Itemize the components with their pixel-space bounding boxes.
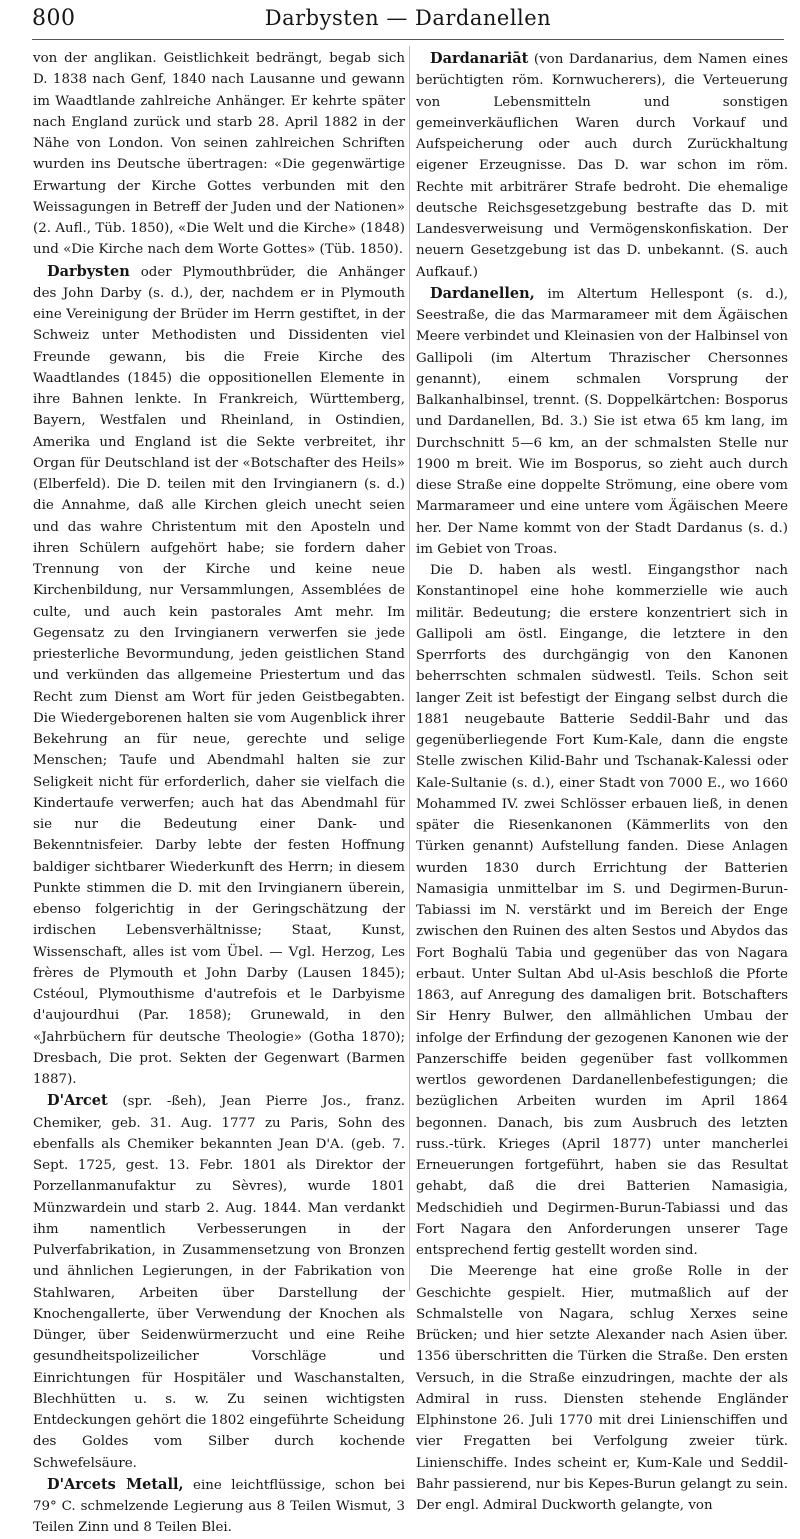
right-column <box>416 48 788 1513</box>
entry-text: oder Plymouthbrüder, die Anhänger des John Darby (s. d.), der, nachdem er in Plymouth eine Vereinigung der Brüder im Herrn gestiftet, in der Schweiz unter Methodisten und Dissidenten viel Freunde gewann, bis die Freie Kirche des Waadtlandes (1845) die oppositionellen Elemente in ihre Bahnen lenkte. In Frankreich, Württemberg, Bayern, Westfalen und Rheinland, in Ostindien, Amerika und England ist die Sekte verbreitet, ihr Organ für Deutschland ist der «Botschafter des Heils» (Elberfeld). Die D. teilen mit den Irvingianern (s. d.) die Annahme, daß alle Kirchen gleich unecht seien und das wahre Christentum mit den Aposteln und ihren Schülern aufgehört habe; sie fordern daher Trennung von der Kirche und keine neue Kirchenbildung, nur Versammlungen, Assemblées de culte, und auch kein pastorales Amt mehr. Im Gegensatz zu den Irvingianern verwerfen sie jede priesterliche Bevormundung, jeden geistlichen Stand und verkünden das allgemeine Priestertum und das Recht zum Dienst am Wort für jeden Geistbegabten. Die Wiedergeborenen halten sie vom Augenblick ihrer Bekehrung an für neue, gerechte und selige Menschen; Taufe und Abendmahl halten sie zur Seligkeit nicht für erforderlich, daher sie vielfach die Kindertaufe verwerfen; auch hat das Abendmahl für sie nur die Bedeutung einer Dank- und Bekenntnisfeier. Darby lebte der festen Hoffnung baldiger sichtbarer Wiederkunft des Herrn; in diesem Punkte stimmen die D. mit den Irvingianern überein, ebenso folgerichtig in der Geringschätzung der irdischen Lebensverhältnisse; Staat, Kunst, Wissenschaft, alles ist vom Übel. — Vgl. Herzog, Les frères de Plymouth et John Darby (Lausen 1845); Cstéoul, Plymouthisme d'autrefois et le Darbyisme d'aujourdhui (Par. 1858); Grunewald, in den «Jahrbüchern für deutsche Theologie» (Gotha 1870); Dresbach, Die prot. Sekten der Gegenwart (Barmen 1887). <box>33 264 405 1087</box>
column-divider <box>409 46 410 1291</box>
entry-term: D'Arcet <box>47 1092 108 1110</box>
running-head: Darbysten — Dardanellen <box>264 6 552 30</box>
entry-continuation <box>33 48 405 261</box>
entry-text: Die D. haben als westl. Eingangsthor nach Konstantinopel eine hohe kommerzielle wie auch militär. Bedeutung; die erstere konzentriert sich in Gallipoli am östl. Eingange, die letztere in den Sperrforts des durchgängig von den Kanonen beherrschten schmalen südwestl. Teils. Schon seit langer Zeit ist befestigt der Eingang selbst durch die 1881 neugebaute Batterie Seddil-Bahr und das gegenüberliegende Fort Kum-Kale, dann die engste Stelle zwischen Kilid-Bahr und Tschanak-Kalessi oder Kale-Sultanie (s. d.), einer Stadt von 7000 E., wo 1660 Mohammed IV. zwei Schlösser erbauen ließ, in denen später die Riesenkanonen (Kämmerlits von den Türken genannt) Aufstellung fanden. Diese Anlagen wurden 1830 durch Errichtung der Batterien Namasigia unmittelbar im S. und Degirmen-Burun-Tabiassi im N. verstärkt und im Bereich der Enge zwischen den Ruinen des alten Sestos und Abydos das Fort Boghalü Tabia und gegenüber das von Nagara erbaut. Unter Sultan Abd ul-Asis beschloß die Pforte 1863, auf Anregung des damaligen brit. Botschafters Sir Henry Bulwer, den allmählichen Umbau der infolge der Erfindung der gezogenen Kanonen wie der Panzerschiffe beiden gegenüber fast vollkommen wertlos gewordenen Dardanellenbefestigungen; die bezüglichen Arbeiten wurden im April 1864 begonnen. Danach, bis zum Ausbruch des letzten russ.-türk. Krieges (April 1877) unter mancherlei Erneuerungen fortgeführt, haben sie das Resultat gehabt, daß die drei Batterien Namasigia, Medschidieh und Degirmen-Burun-Tabiassi und das Fort Nagara den Anforderungen unserer Tage entsprechend fertig gestellt worden sind. <box>416 563 788 1258</box>
page-header <box>32 4 784 38</box>
entry-text: von der anglikan. Geistlichkeit bedrängt, begab sich D. 1838 nach Genf, 1840 nach Lausanne und gewann im Waadtlande zahlreiche Anhänger. Er kehrte später nach England zurück und starb 28. April 1882 in der Nähe von London. Von seinen zahlreichen Schriften wurden ins Deutsche übertragen: «Die gegenwärtige Erwartung der Kirche Gottes verbunden mit den Weissagungen in Betreff der Juden und der Nationen» (2. Aufl., Tüb. 1850), «Die Welt und die Kirche» (1848) und «Die Kirche nach dem Worte Gottes» (Tüb. 1850). <box>33 51 405 258</box>
entry-paragraph <box>416 1261 788 1516</box>
entry-text: im Altertum Hellespont (s. d.), Seestraße, die das Marmarameer mit dem Ägäischen Meere verbindet und Kleinasien von der Halbinsel von Gallipoli (im Altertum Thrazischer Chersonnes genannt), einem schmalen Vorsprung der Balkanhalbinsel, trennt. (S. Doppelkärtchen: Bosporus und Dardanellen, Bd. 3.) Sie ist etwa 65 km lang, im Durchschnitt 5—6 km, an der schmalsten Stelle nur 1900 m breit. Wie im Bosporus, so zieht auch durch diese Straße eine doppelte Strömung, eine obere vom Marmarameer und eine untere vom Ägäischen Meere her. Der Name kommt von der Stadt Dardanus (s. d.) im Gebiet von Troas. <box>416 286 788 557</box>
entry-text: Die Meerenge hat eine große Rolle in der Geschichte gespielt. Hier, mutmaßlich auf der Schmalstelle von Nagara, schlug Xerxes seine Brücken; und hier setzte Alexander nach Asien über. 1356 überschritten die Türken die Straße. Den ersten Versuch, in die Straße einzudringen, machte der als Admiral in russ. Diensten stehende Engländer Elphinstone 26. Juli 1770 mit drei Linienschiffen und vier Fregatten bei Verfolgung zweier türk. Linienschiffe. Indes scheint er, Kum-Kale und Seddil-Bahr passierend, nur bis Kepes-Burun gelangt zu sein. Der engl. Admiral Duckworth gelangte, von <box>416 1264 788 1513</box>
entry-term: Dardanariāt <box>430 50 529 67</box>
entry-text: (spr. -ßeh), Jean Pierre Jos., franz. Chemiker, geb. 31. Aug. 1777 zu Paris, Sohn des ebenfalls als Chemiker bekannten Jean D'A. (geb. 7. Sept. 1725, gest. 13. Febr. 1801 als Direktor der Porzellanmanufaktur zu Sèvres), wurde 1801 Münzwardein und starb 2. Aug. 1844. Man verdankt ihm namentlich Verbesserungen in der Pulverfabrikation, in Zusammensetzung von Bronzen und ähnlichen Legierungen, in der Fabrikation von Stahlwaren, Arbeiten über Darstellung der Knochengallerte, über Verwendung der Knochen als Dünger, über Seidenwürmerzucht und eine Reihe gesundheitspolizeilicher Vorschläge und Einrichtungen für Hospitäler und Waschanstalten, Blechhütten u. s. w. Zu seinen wichtigsten Entdeckungen gehört die 1802 eingeführte Scheidung des Goldes vom Silber durch kochende Schwefelsäure. <box>33 1094 405 1471</box>
header-rule <box>32 39 784 40</box>
entry-darbysten <box>33 261 405 1091</box>
entry-d-arcet <box>33 1090 405 1474</box>
entry-text: (von Dardanarius, dem Namen eines berüchtigten röm. Kornwucherers), die Verteuerung von Lebensmitteln und sonstigen gemeinverkäuflichen Waren durch Vorkauf und Aufspeicherung oder auch durch Zurückhaltung eigener Erzeugnisse. Das D. war schon im röm. Rechte mit arbiträrer Strafe bedroht. Die ehemalige deutsche Reichsgesetzgebung bestrafte das D. mit Landesverweisung und Vermögenskonfiskation. Der neuern Gesetzgebung ist das D. unbekannt. (S. auch Aufkauf.) <box>416 52 788 280</box>
entry-term: D'Arcets Metall, <box>47 1475 184 1493</box>
entry-term: Dardanellen, <box>430 284 535 302</box>
entry-term: Darbysten <box>47 262 130 280</box>
entry-dardanellen <box>416 283 788 560</box>
entry-paragraph <box>416 560 788 1261</box>
left-column <box>33 48 405 1536</box>
entry-text: eine leichtflüssige, schon bei 79° C. schmelzende Legierung aus 8 Teilen Wismut, 3 Teilen Zinn und 8 Teilen Blei. <box>33 1477 405 1536</box>
entry-dardanariat <box>416 48 788 283</box>
page-number: 800 <box>32 6 76 31</box>
entry-d-arcets-metall <box>33 1474 405 1539</box>
